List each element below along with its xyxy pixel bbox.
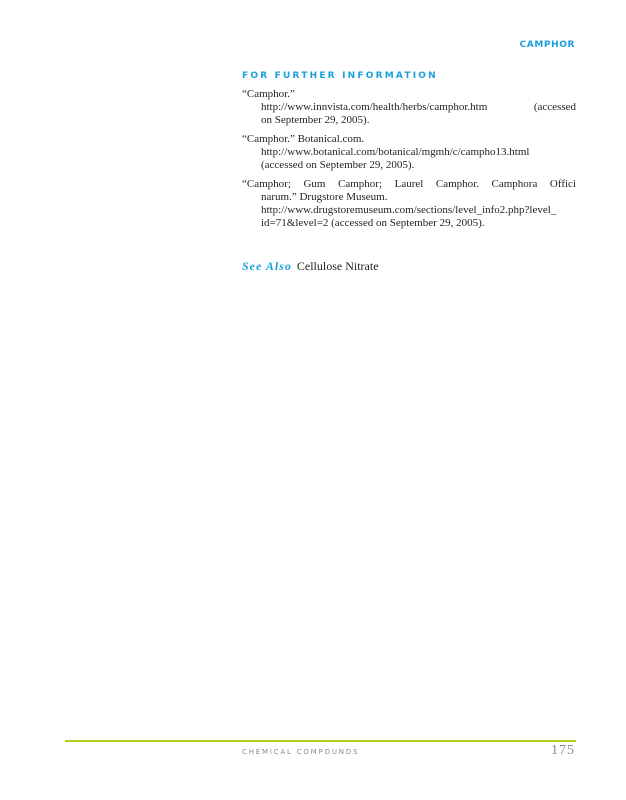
reference-line: on September 29, 2005).	[261, 114, 370, 126]
reference-item	[242, 133, 576, 172]
see-also	[242, 259, 379, 274]
reference-line: “Camphor.” Botanical.com.	[242, 133, 365, 145]
reference-url: http://www.innvista.com/health/herbs/camphor.htm (accessed	[261, 101, 576, 113]
reference-line: (accessed on September 29, 2005).	[261, 159, 415, 171]
reference-line: “Camphor; Gum Camphor; Laurel Camphor. Camphora Offici	[242, 178, 576, 190]
reference-list	[242, 88, 576, 236]
reference-line: narum.” Drugstore Museum.	[261, 191, 388, 203]
footer-rule	[65, 740, 576, 742]
reference-line: id=71&level=2 (accessed on September 29, 2005).	[261, 217, 485, 229]
reference-item	[242, 178, 576, 230]
section-heading: FOR FURTHER INFORMATION	[242, 71, 438, 81]
reference-url: http://www.botanical.com/botanical/mgmh/c/campho13.html	[261, 146, 530, 158]
running-head: CAMPHOR	[519, 40, 575, 50]
footer-book-title: CHEMICAL COMPOUNDS	[242, 748, 360, 756]
see-also-topic: Cellulose Nitrate	[296, 259, 379, 273]
reference-line: “Camphor.”	[242, 88, 295, 100]
reference-url: http://www.drugstoremuseum.com/sections/level_info2.php?level_	[261, 204, 557, 216]
see-also-label: See Also	[242, 259, 292, 273]
reference-item	[242, 88, 576, 127]
page-number: 175	[551, 743, 575, 758]
